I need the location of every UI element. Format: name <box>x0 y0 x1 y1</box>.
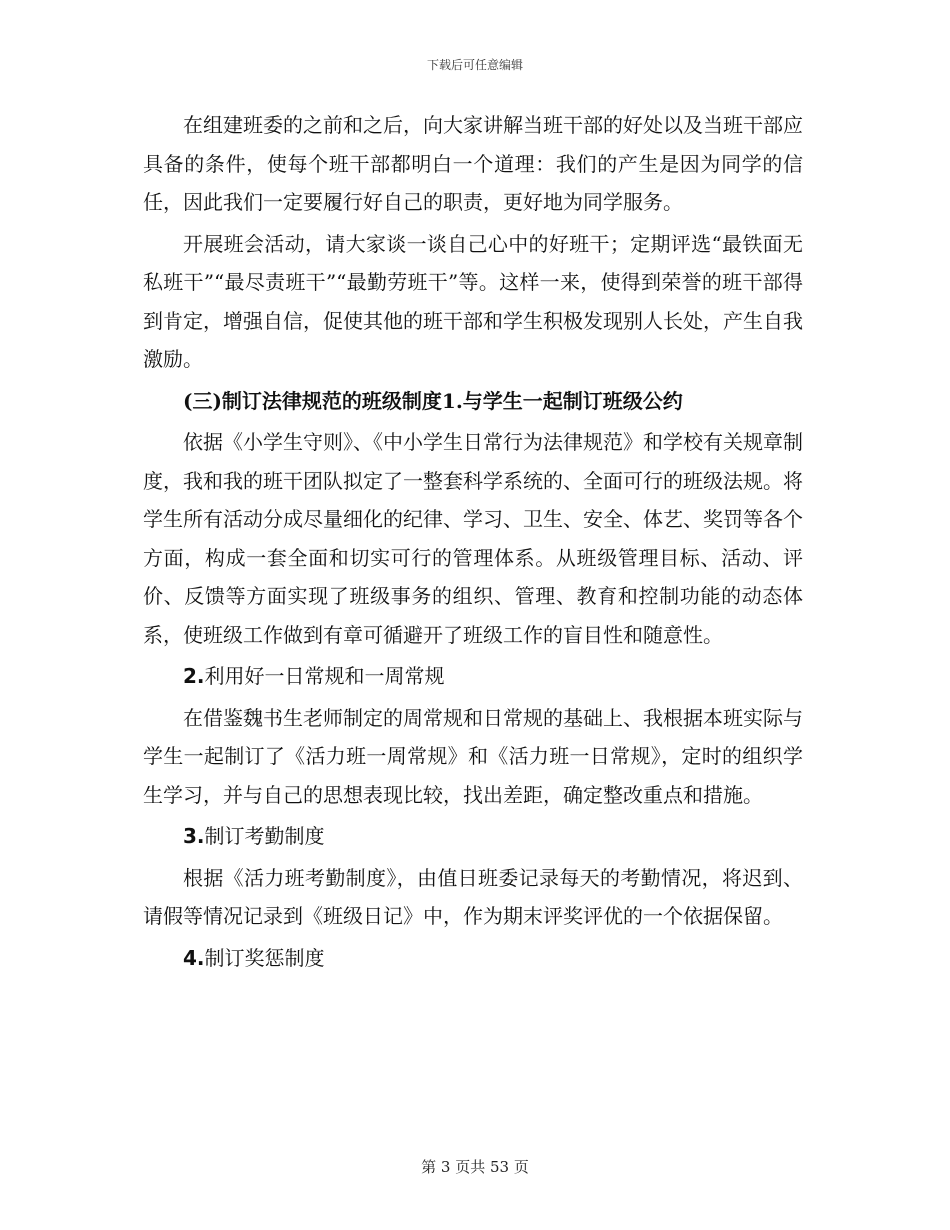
page-footer: 第 3 页共 53 页 <box>421 1158 529 1176</box>
paragraph-routine: 在借鉴魏书生老师制定的周常规和日常规的基础上、我根据本班实际与学生一起制订了《活力班一周常规》和《活力班一日常规》，定时的组织学生学习，并与自己的思想表现比较，找出差距，确定整改重点和措施。 <box>143 705 803 807</box>
paragraph-class-regulations: 依据《小学生守则》、《中小学生日常行为法律规范》和学校有关规章制度，我和我的班干团队拟定了一整套科学系统的、全面可行的班级法规。将学生所有活动分成尽量细化的纪律、学习、卫生、安全、体艺、奖罚等各个方面，构成一套全面和切实可行的管理体系。从班级管理目标、活动、评价、反馈等方面实现了班级事务的组织、管理、教育和控制功能的动态体系，使班级工作做到有章可循避开了班级工作的盲目性和随意性。 <box>143 430 803 647</box>
section-heading-class-rules: (三)制订法律规范的班级制度1.与学生一起制订班级公约 <box>183 388 683 413</box>
paragraph-class-committee: 在组建班委的之前和之后，向大家讲解当班干部的好处以及当班干部应具备的条件，使每个班干部都明白一个道理：我们的产生是因为同学的信任，因此我们一定要履行好自己的职责，更好地为同学服务。 <box>143 113 803 214</box>
document-body <box>143 106 803 980</box>
paragraph-attendance: 根据《活力班考勤制度》，由值日班委记录每天的考勤情况，将迟到、请假等情况记录到《班级日记》中，作为期末评奖评优的一个依据保留。 <box>143 865 803 928</box>
subheading-number: 2. <box>183 664 205 688</box>
subheading-text: 制订考勤制度 <box>204 824 325 848</box>
subheading-text: 制订奖惩制度 <box>204 945 325 970</box>
subheading-number: 3. <box>183 824 205 848</box>
subheading-rewards-punishments <box>143 939 803 978</box>
paragraph-class-meeting: 开展班会活动，请大家谈一谈自己心中的好班干；定期评选“最铁面无私班干”“最尽责班干”“最勤劳班干”等。这样一来，使得到荣誉的班干部得到肯定，增强自信，促使其他的班干部和学生积极发现别人长处，产生自我激励。 <box>143 231 803 371</box>
subheading-number: 4. <box>183 945 205 970</box>
subheading-attendance <box>143 817 803 856</box>
page-header: 下载后可任意编辑 <box>426 58 523 72</box>
subheading-text: 利用好一日常规和一周常规 <box>204 664 445 688</box>
subheading-daily-weekly-routine <box>143 657 803 696</box>
